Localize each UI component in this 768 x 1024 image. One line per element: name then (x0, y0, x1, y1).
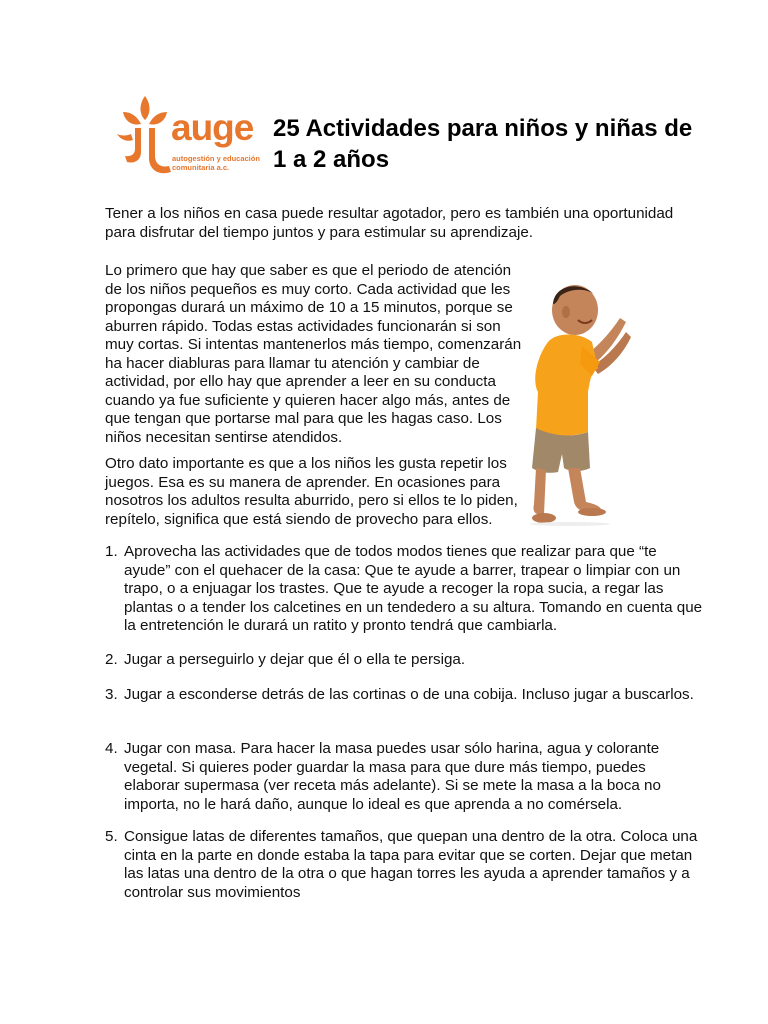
list-item-text: Jugar a perseguirlo y dejar que él o ella te persiga. (124, 651, 466, 668)
flower-logo-icon (115, 94, 175, 176)
logo-wordmark: auge (171, 107, 254, 148)
list-item (105, 740, 705, 814)
list-item-number: 4. (105, 740, 118, 757)
list-item-number: 2. (105, 651, 118, 668)
logo-tagline-line2: comunitaria a.c. (172, 163, 230, 172)
logo-tagline (172, 154, 282, 172)
list-item-number: 5. (105, 828, 118, 845)
attention-paragraph: Lo primero que hay que saber es que el periodo de atención de los niños pequeños es muy corto. Cada actividad que les propongas durará un máximo de 10 a 15 minutos, porque se aburren rápido. Todas estas actividades funcionarán si son muy cortas. Si intentas mantenerlos más tiempo, comenzarán ha hacer diabluras para llamar tu atención y cambiar de actividad, por ello hay que aprender a leer en su conducta cuando ya fue suficiente y quieren hacer algo más, antes de que tengan que portarse mal para que les hagas caso. Los niños necesitan sentirse atendidos. (105, 262, 522, 446)
repetition-paragraph: Otro dato importante es que a los niños les gusta repetir los juegos. Esa es su manera de aprender. En ocasiones para nosotros los adultos resulta aburrido, pero si ellos te lo piden, repítelo, significa que está siendo de provecho para ellos. (105, 455, 518, 528)
list-item-number: 1. (105, 543, 118, 560)
list-item (105, 828, 705, 902)
list-item (105, 543, 705, 636)
list-item-number: 3. (105, 686, 118, 703)
list-item-text: Aprovecha las actividades que de todos modos tienes que realizar para que “te ayude” con el quehacer de la casa: Que te ayude a barrer, trapear o limpiar con un trapo, o a enjuagar los trastes. Que te ayude a recoger la ropa sucia, a regar las plantas o a tender los calcetines en un tendedero a su altura. Tomando en cuenta que la entretención le durará un ratito y pronto tendrá que cambiarla. (124, 543, 703, 634)
list-item (105, 651, 705, 670)
auge-logo (115, 94, 265, 176)
logo-tagline-line1: autogestión y educación (172, 154, 260, 163)
document-title: 25 Actividades para niños y niñas de 1 a 2 años (273, 115, 693, 173)
intro-paragraph: Tener a los niños en casa puede resultar agotador, pero es también una oportunidad para disfrutar del tiempo juntos y para estimular su aprendizaje. (105, 205, 674, 241)
list-item-text: Consigue latas de diferentes tamaños, que quepan una dentro de la otra. Coloca una cinta en la parte en donde estaba la tapa para evitar que se corten. Dejar que metan las latas una dentro de la otra o que hagan torres les ayuda a aprender tamaños y a controlar sus movimientos (124, 828, 698, 901)
list-item-text: Jugar con masa. Para hacer la masa puedes usar sólo harina, agua y colorante vegetal. Si quieres poder guardar la masa para que dure más tiempo, puedes elaborar supermasa (ver receta más adelante). Si se mete la masa a la boca no importa, no le hará daño, aunque lo ideal es que aprenda a no comérsela. (124, 740, 661, 813)
toddler-photo (520, 282, 640, 527)
list-item-text: Jugar a esconderse detrás de las cortinas o de una cobija. Incluso jugar a buscarlos. (124, 686, 694, 703)
list-item (105, 686, 705, 705)
